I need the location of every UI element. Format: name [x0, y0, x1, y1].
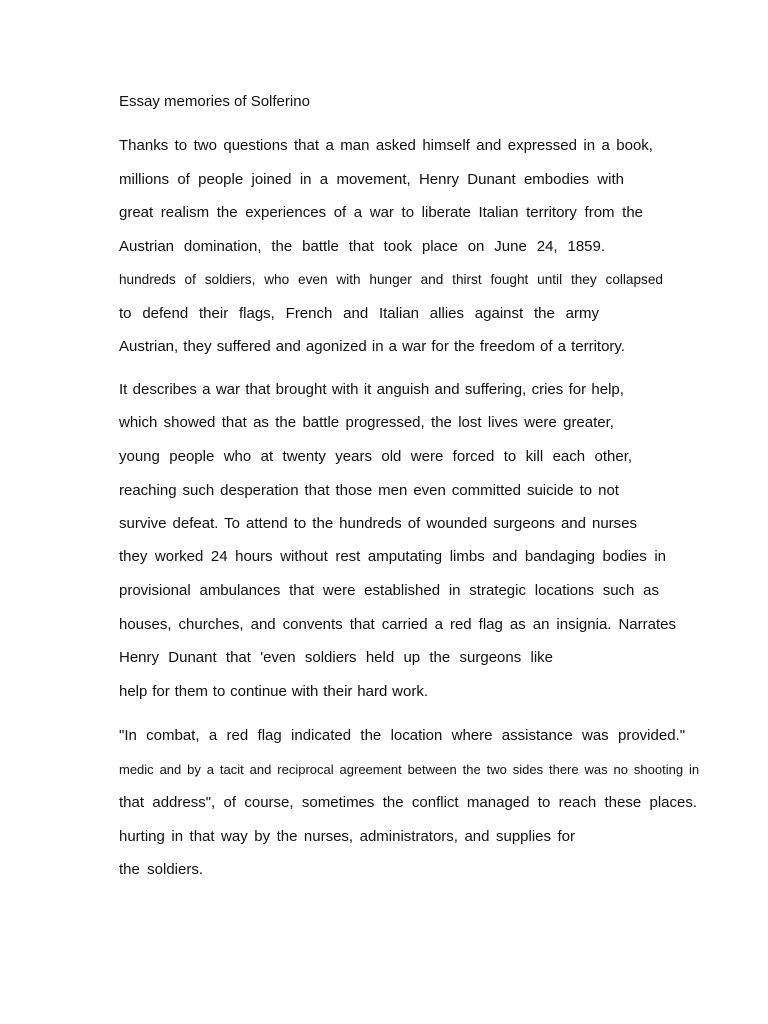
text-line: help for them to continue with their hard work. [119, 683, 429, 700]
text-line: Austrian domination, the battle that took place on June 24, 1859. [119, 238, 606, 255]
text-line: It describes a war that brought with it anguish and suffering, cries for help, [119, 381, 624, 398]
essay-title: Essay memories of Solferino [119, 93, 310, 110]
text-line: Henry Dunant that 'even soldiers held up the surgeons like [119, 649, 553, 666]
text-line: provisional ambulances that were established in strategic locations such as [119, 582, 660, 599]
text-line: Austrian, they suffered and agonized in a war for the freedom of a territory. [119, 338, 625, 355]
text-line: medic and by a tacit and reciprocal agreement between the two sides there was no shooting in [119, 762, 700, 777]
text-line: millions of people joined in a movement, Henry Dunant embodies with [119, 171, 624, 188]
text-line: houses, churches, and convents that carried a red flag as an insignia. Narrates [119, 616, 676, 633]
text-line: which showed that as the battle progressed, the lost lives were greater, [119, 414, 614, 431]
text-line: hundreds of soldiers, who even with hunger and thirst fought until they collapsed [119, 272, 663, 287]
text-line: survive defeat. To attend to the hundreds of wounded surgeons and nurses [119, 515, 638, 532]
text-line: they worked 24 hours without rest amputating limbs and bandaging bodies in [119, 548, 666, 565]
text-line: reaching such desperation that those men even committed suicide to not [119, 482, 619, 499]
text-line: that address", of course, sometimes the conflict managed to reach these places. [119, 794, 698, 811]
text-line: young people who at twenty years old were forced to kill each other, [119, 448, 633, 465]
text-line: hurting in that way by the nurses, administrators, and supplies for [119, 828, 576, 845]
text-line: the soldiers. [119, 861, 204, 878]
text-line: to defend their flags, French and Italian allies against the army [119, 305, 599, 322]
text-line: "In combat, a red flag indicated the location where assistance was provided." [119, 727, 686, 744]
text-line: great realism the experiences of a war to liberate Italian territory from the [119, 204, 643, 221]
text-line: Thanks to two questions that a man asked himself and expressed in a book, [119, 137, 653, 154]
